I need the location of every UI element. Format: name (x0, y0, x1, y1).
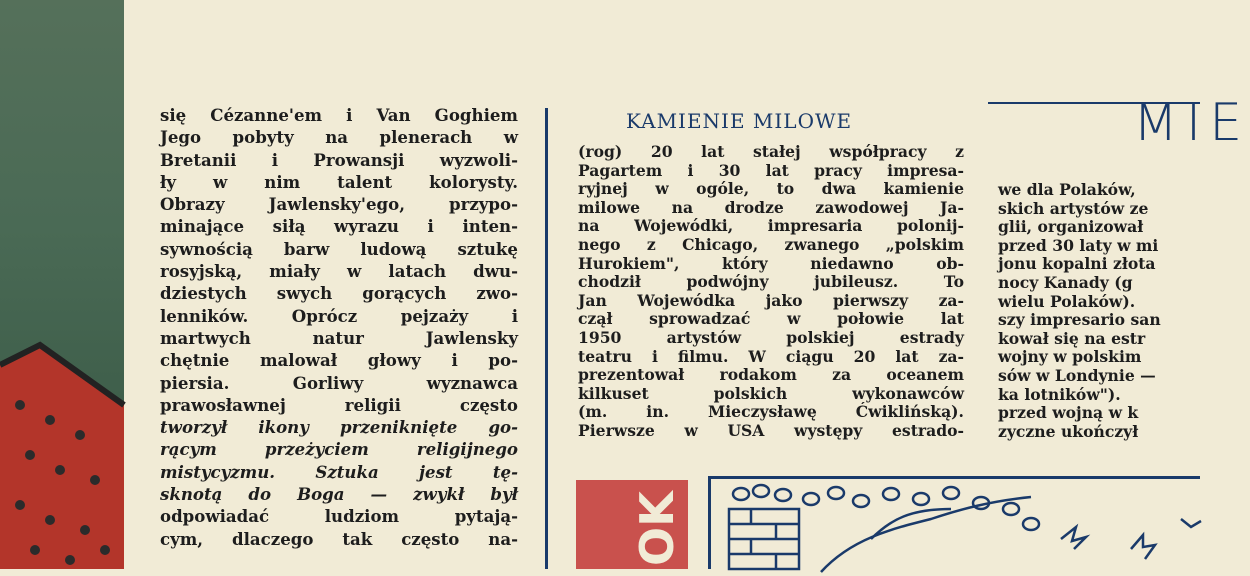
text-line: Obrazy Jawlensky'ego, przypo- (160, 194, 518, 215)
text-line: wojny w polskim (998, 347, 1142, 367)
text-line: (m. in. Mieczysławę Ćwiklińską). (578, 402, 964, 422)
text-line: nego z Chicago, zwanego „polskim (578, 234, 964, 254)
text-line: prezentował rodakom za oceanem (578, 365, 964, 385)
text-line: piersia. Gorliwy wyznawca (160, 372, 518, 393)
text-line: Jan Wojewódka jako pierwszy za- (578, 290, 964, 310)
line-illustration (708, 476, 1200, 569)
text-line: milowe na drodze zawodowej Ja- (578, 197, 964, 217)
text-line: cym, dlaczego tak często na- (160, 528, 518, 549)
text-line: (rog) 20 lat stałej współpracy z (578, 142, 964, 161)
text-line: ryjnej w ogóle, to dwa kamienie (578, 179, 964, 199)
text-line: na Wojewódki, impresaria polonij- (578, 216, 964, 236)
text-line: minające siłą wyrazu i inten- (160, 216, 518, 237)
text-line: lenników. Oprócz pejzaży i (160, 305, 518, 326)
text-line: wielu Polaków). (998, 291, 1136, 311)
text-line: prawosławnej religii często (160, 394, 518, 415)
text-line: nocy Kanady (g (998, 272, 1133, 292)
text-line: glii, organizował (998, 217, 1144, 237)
tree-and-birds-drawing (711, 479, 1203, 572)
photo-illustration (0, 285, 124, 569)
text-line: czął sprowadzać w połowie lat (578, 309, 964, 329)
text-line: we dla Polaków, (998, 180, 1136, 199)
article-column-left (160, 104, 518, 550)
text-line: rosyjską, miały w latach dwu- (160, 261, 518, 282)
text-line: przed wojną w k (998, 403, 1139, 423)
text-line: kował się na estr (998, 328, 1146, 348)
text-line: chętnie malował głowy i po- (160, 350, 518, 371)
text-line: ły w nim talent kolorysty. (160, 171, 518, 192)
article-column-middle (578, 143, 964, 441)
text-line: sów w Londynie — (998, 365, 1156, 385)
text-line: teatru i filmu. W ciągu 20 lat za- (578, 346, 964, 366)
text-line: kilkuset polskich wykonawców (578, 383, 964, 403)
text-line: sywnością barw ludową sztukę (160, 238, 518, 259)
text-line: dziestych swych gorących zwo- (160, 283, 518, 304)
text-line: Pierwsze w USA występy estrado- (578, 420, 964, 440)
text-line: sknotą do Boga — zwykł był (160, 484, 518, 505)
text-line: mistycyzmu. Sztuka jest tę- (160, 461, 518, 482)
text-line: ka lotników"). (998, 384, 1121, 404)
text-line: odpowiadać ludziom pytają- (160, 506, 518, 527)
text-line: szy impresario san (998, 310, 1161, 330)
text-line: tworzył ikony przeniknięte go- (160, 417, 518, 438)
text-line: przed 30 laty w mi (998, 235, 1159, 255)
text-line: martwych natur Jawlensky (160, 327, 518, 348)
text-line: zyczne ukończył (998, 421, 1139, 441)
text-line: jonu kopalni złota (998, 254, 1156, 274)
text-line: chodził podwójny jubileusz. To (578, 272, 964, 292)
text-line: Pagartem i 30 lat pracy impresa- (578, 160, 964, 180)
text-line: Bretanii i Prowansji wyzwoli- (160, 149, 518, 170)
article-column-right (998, 181, 1208, 441)
section-heading: KAMIENIE MILOWE (626, 109, 853, 133)
text-line: się Cézanne'em i Van Goghiem (160, 105, 518, 125)
section-title-large: MIE (1133, 93, 1250, 153)
text-line: Hurokiem", który niedawno ob- (578, 253, 964, 273)
red-banner-text: OK (630, 491, 684, 566)
text-line: Jego pobyty na plenerach w (160, 127, 518, 148)
text-line: rącym przeżyciem religijnego (160, 439, 518, 460)
text-line: 1950 artystów polskiej estrady (578, 327, 964, 347)
column-divider (545, 108, 548, 569)
text-line: skich artystów ze (998, 198, 1149, 218)
